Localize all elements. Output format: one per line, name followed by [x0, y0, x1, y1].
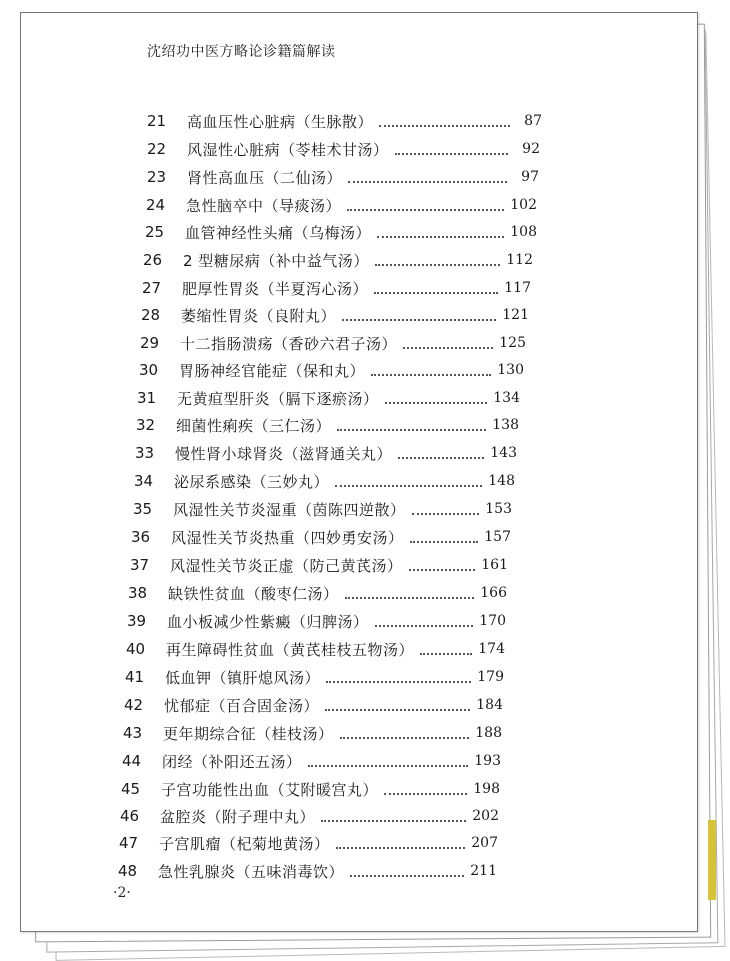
- entry-number: 39: [127, 612, 147, 630]
- entry-title: 血管神经性头痛（乌梅汤）: [185, 223, 372, 242]
- toc-entry: [120, 804, 499, 828]
- running-header: 沈绍功中医方略论诊籍篇解读: [147, 44, 336, 60]
- entry-page: 153: [485, 501, 512, 517]
- toc-entry: [140, 331, 526, 355]
- entry-page: 108: [510, 224, 537, 240]
- toc-entry: [134, 469, 515, 493]
- entry-number: 23: [147, 168, 167, 186]
- entry-title: 更年期综合征（桂枝汤）: [163, 724, 334, 743]
- entry-page: 202: [472, 808, 499, 824]
- entry-page: 87: [524, 113, 542, 129]
- entry-title: 高血压性心脏病（生脉散）: [187, 112, 374, 131]
- entry-number: 26: [143, 251, 163, 269]
- entry-title: 细菌性痢疾（三仁汤）: [176, 416, 332, 435]
- dot-leader: [375, 264, 500, 266]
- entry-page: 207: [471, 835, 498, 851]
- entry-number: 36: [131, 528, 151, 546]
- entry-number: 40: [126, 640, 146, 658]
- dot-leader: [377, 236, 504, 238]
- entry-number: 24: [146, 196, 166, 214]
- entry-page: 121: [502, 307, 529, 323]
- entry-number: 30: [139, 361, 159, 379]
- dot-leader: [410, 541, 479, 543]
- dot-leader: [348, 181, 507, 183]
- entry-title: 再生障碍性贫血（黄芪桂枝五物汤）: [166, 640, 415, 659]
- entry-number: 22: [147, 140, 167, 158]
- toc-entry: [121, 777, 500, 801]
- entry-page: 174: [478, 641, 505, 657]
- toc-page: [20, 12, 698, 932]
- dot-leader: [321, 820, 466, 822]
- entry-number: 21: [147, 112, 167, 130]
- dot-leader: [342, 319, 496, 321]
- toc-entry: [147, 109, 542, 133]
- dot-leader: [409, 569, 476, 571]
- toc-entry: [147, 137, 540, 161]
- toc-entry: [118, 859, 497, 883]
- entry-page: 166: [480, 585, 507, 601]
- page-folio: ·2·: [113, 885, 131, 901]
- entry-number: 48: [118, 862, 138, 880]
- entry-number: 31: [137, 389, 157, 407]
- toc-entry: [128, 581, 507, 605]
- entry-title: 胃肠神经官能症（保和丸）: [179, 361, 366, 380]
- entry-number: 47: [119, 834, 139, 852]
- dot-leader: [337, 429, 486, 431]
- entry-title: 低血钾（镇肝熄风汤）: [165, 668, 321, 687]
- entry-number: 28: [141, 306, 161, 324]
- toc-entry: [124, 693, 503, 717]
- toc-entry: [145, 220, 537, 244]
- toc-entry: [125, 665, 504, 689]
- toc-entry: [137, 386, 520, 410]
- entry-number: 46: [120, 807, 140, 825]
- dot-leader: [326, 681, 471, 683]
- entry-number: 37: [130, 556, 150, 574]
- entry-page: 138: [492, 417, 519, 433]
- entry-title: 泌尿系感染（三妙丸）: [174, 472, 330, 491]
- toc-entry: [136, 413, 519, 437]
- entry-title: 肾性高血压（二仙汤）: [187, 168, 343, 187]
- toc-entry: [123, 721, 502, 745]
- entry-title: 血小板减少性紫癜（归脾汤）: [167, 612, 369, 631]
- entry-number: 43: [123, 724, 143, 742]
- entry-page: 184: [476, 697, 503, 713]
- entry-page: 143: [490, 445, 517, 461]
- entry-number: 38: [128, 584, 148, 602]
- dot-leader: [403, 347, 493, 349]
- entry-title: 闭经（补阳还五汤）: [162, 752, 302, 771]
- dot-leader: [420, 653, 472, 655]
- entry-number: 29: [140, 334, 160, 352]
- dot-leader: [379, 125, 510, 127]
- entry-page: 125: [499, 335, 526, 351]
- dot-leader: [345, 597, 475, 599]
- toc-entry: [142, 276, 531, 300]
- entry-title: 急性乳腺炎（五味消毒饮）: [158, 862, 345, 881]
- entry-title: 盆腔炎（附子理中丸）: [160, 807, 316, 826]
- entry-title: 2 型糖尿病（补中益气汤）: [183, 251, 369, 270]
- entry-title: 风湿性关节炎热重（四妙勇安汤）: [171, 528, 404, 547]
- entry-title: 忧郁症（百合固金汤）: [164, 696, 320, 715]
- toc-entry: [143, 248, 533, 272]
- entry-page: 188: [475, 725, 502, 741]
- entry-title: 风湿性心脏病（苓桂术甘汤）: [187, 140, 389, 159]
- entry-page: 157: [484, 529, 511, 545]
- entry-page: 161: [481, 557, 508, 573]
- entry-page: 211: [470, 863, 497, 879]
- dot-leader: [371, 374, 491, 376]
- toc-entry: [141, 303, 529, 327]
- entry-title: 急性脑卒中（导痰汤）: [186, 196, 342, 215]
- entry-page: 97: [521, 169, 539, 185]
- toc-entry: [147, 165, 539, 189]
- entry-title: 风湿性关节炎湿重（茵陈四逆散）: [173, 500, 406, 519]
- dot-leader: [347, 209, 504, 211]
- entry-number: 27: [142, 279, 162, 297]
- entry-number: 45: [121, 780, 141, 798]
- entry-title: 慢性肾小球肾炎（滋肾通关丸）: [175, 444, 393, 463]
- dot-leader: [336, 847, 466, 849]
- entry-page: 102: [510, 197, 537, 213]
- entry-title: 肥厚性胃炎（半夏泻心汤）: [182, 279, 369, 298]
- toc-entry: [146, 193, 537, 217]
- dot-leader: [374, 292, 498, 294]
- entry-page: 170: [479, 613, 506, 629]
- entry-number: 44: [122, 752, 142, 770]
- entry-number: 32: [136, 416, 156, 434]
- entry-title: 萎缩性胃炎（良附丸）: [181, 306, 337, 325]
- dot-leader: [385, 402, 488, 404]
- entry-page: 179: [477, 669, 504, 685]
- dot-leader: [335, 485, 482, 487]
- toc-entry: [131, 525, 511, 549]
- dot-leader: [375, 625, 474, 627]
- entry-page: 148: [488, 473, 515, 489]
- dot-leader: [412, 513, 480, 515]
- dot-leader: [350, 875, 464, 877]
- dot-leader: [398, 457, 484, 459]
- entry-title: 风湿性关节炎正虚（防己黄芪汤）: [170, 556, 403, 575]
- dot-leader: [340, 737, 470, 739]
- dot-leader: [384, 793, 467, 795]
- entry-page: 130: [497, 362, 524, 378]
- dot-leader: [325, 709, 470, 711]
- toc-entry: [122, 749, 501, 773]
- entry-title: 十二指肠溃疡（香砂六君子汤）: [180, 334, 398, 353]
- entry-page: 193: [474, 753, 501, 769]
- dot-leader: [308, 765, 469, 767]
- toc-entry: [127, 609, 506, 633]
- entry-number: 25: [145, 223, 165, 241]
- entry-page: 117: [504, 280, 531, 296]
- entry-page: 134: [493, 390, 520, 406]
- entry-number: 33: [135, 444, 155, 462]
- toc-entry: [135, 441, 517, 465]
- entry-title: 子宫肌瘤（杞菊地黄汤）: [159, 834, 330, 853]
- entry-number: 35: [133, 500, 153, 518]
- entry-title: 子宫功能性出血（艾附暖宫丸）: [161, 780, 379, 799]
- cover-edge: [708, 820, 716, 900]
- entry-title: 缺铁性贫血（酸枣仁汤）: [168, 584, 339, 603]
- entry-title: 无黄疸型肝炎（膈下逐瘀汤）: [177, 389, 379, 408]
- dot-leader: [395, 153, 508, 155]
- entry-page: 198: [473, 781, 500, 797]
- toc-entry: [126, 637, 505, 661]
- entry-number: 34: [134, 472, 154, 490]
- toc-entry: [133, 497, 512, 521]
- entry-page: 92: [522, 141, 540, 157]
- entry-page: 112: [506, 252, 533, 268]
- entry-number: 42: [124, 696, 144, 714]
- toc-entry: [130, 553, 508, 577]
- toc-entry: [119, 831, 498, 855]
- toc-entry: [139, 358, 524, 382]
- entry-number: 41: [125, 668, 145, 686]
